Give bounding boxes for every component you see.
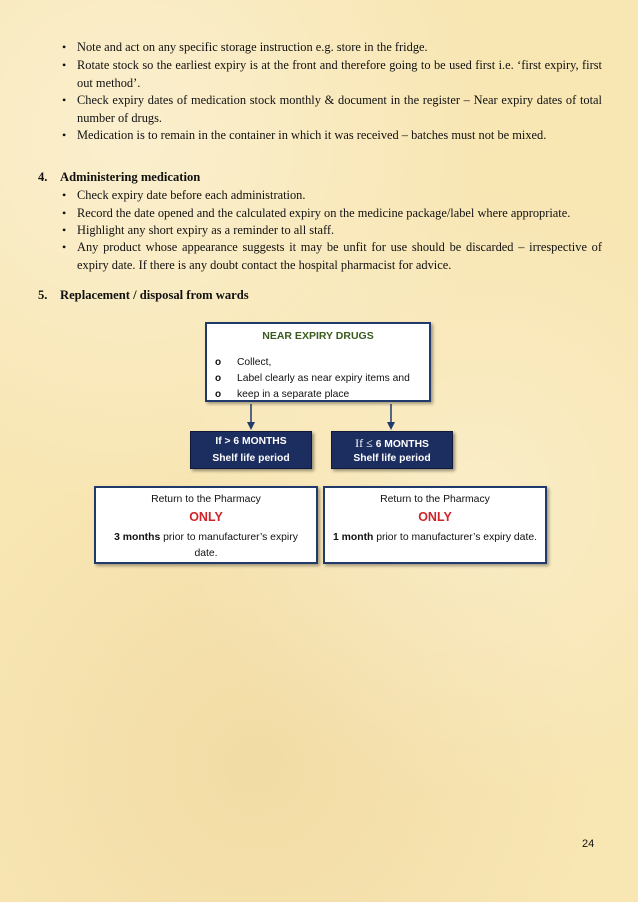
- administering-bullet: • Highlight any short expiry as a reminder to all staff.: [77, 221, 602, 239]
- near-expiry-item: o Label clearly as near expiry items and: [237, 373, 410, 384]
- storage-bullet: • Rotate stock so the earliest expiry is at the front and therefore going to be used first i.e. ‘first expiry, first out method’.: [77, 56, 602, 92]
- outcome-return-text: Return to the Pharmacy: [380, 494, 490, 505]
- administering-bullet: • Check expiry date before each administration.: [77, 186, 602, 204]
- condition-shelf-life: Shelf life period: [353, 453, 431, 464]
- storage-bullet: • Medication is to remain in the container in which it was received – batches must not be mixed.: [77, 126, 602, 144]
- section-number: 4.: [38, 170, 48, 184]
- outcome-detail-rest: prior to manufacturer’s expiry date.: [373, 532, 538, 543]
- condition-if: If: [215, 436, 222, 447]
- section-heading-administering: [38, 168, 200, 186]
- storage-bullet: • Note and act on any specific storage instruction e.g. store in the fridge.: [77, 38, 602, 56]
- outcome-detail: [102, 530, 310, 562]
- near-expiry-box: [205, 322, 431, 402]
- page-number: 24: [582, 838, 595, 850]
- section-heading-replacement: [38, 286, 249, 304]
- condition-symbol: >: [221, 436, 234, 447]
- condition-if: If: [355, 436, 364, 450]
- administering-bullet: • Record the date opened and the calculated expiry on the medicine package/label where appropriate.: [77, 204, 602, 222]
- near-expiry-item: o keep in a separate place: [237, 389, 349, 400]
- administering-bullet: • Any product whose appearance suggests it may be unfit for use should be discarded – irrespective of expiry date. If there is any doubt contact the hospital pharmacist for advice.: [77, 238, 602, 274]
- condition-symbol: ≤: [363, 436, 376, 450]
- outcome-detail: [331, 530, 539, 546]
- storage-bullet: • Check expiry dates of medication stock monthly & document in the register – Near expiry dates of total number of drugs.: [77, 91, 602, 127]
- condition-months: 6 MONTHS: [375, 439, 429, 450]
- outcome-three-months: [94, 486, 318, 564]
- outcome-return-text: Return to the Pharmacy: [151, 494, 261, 505]
- section-title: Replacement / disposal from wards: [60, 288, 249, 302]
- outcome-period: 3 months: [114, 532, 161, 543]
- condition-greater-six-months: [190, 431, 312, 469]
- condition-lte-six-months: [331, 431, 453, 469]
- condition-months: 6 MONTHS: [233, 436, 287, 447]
- outcome-only-text: ONLY: [189, 510, 223, 524]
- condition-shelf-life: Shelf life period: [212, 453, 290, 464]
- outcome-one-month: [323, 486, 547, 564]
- outcome-detail-rest: prior to manufacturer’s expiry date.: [160, 532, 298, 559]
- section-number: 5.: [38, 288, 48, 302]
- outcome-period: 1 month: [332, 532, 374, 543]
- near-expiry-item: o Collect,: [237, 357, 271, 368]
- section-title: Administering medication: [60, 170, 201, 184]
- near-expiry-title: NEAR EXPIRY DRUGS: [262, 330, 374, 342]
- outcome-only-text: ONLY: [418, 510, 452, 524]
